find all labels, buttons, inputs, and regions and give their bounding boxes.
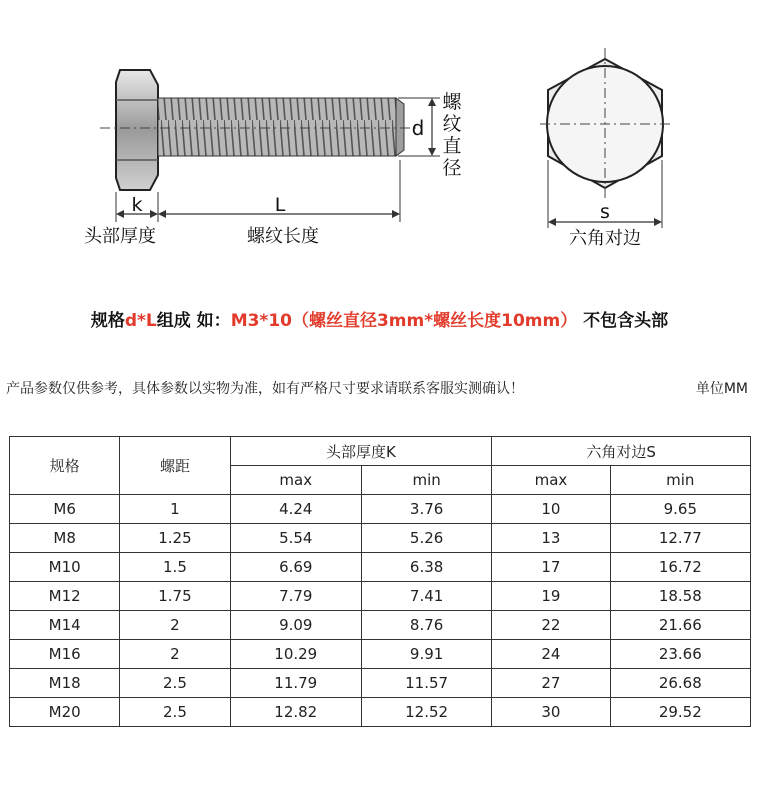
label-L: L xyxy=(274,194,286,216)
header-head-k: 头部厚度K xyxy=(230,437,492,466)
table-row xyxy=(10,495,751,524)
label-thread-diameter xyxy=(442,91,462,179)
cell-spec: M10 xyxy=(10,553,120,582)
cell-k-max: 6.69 xyxy=(230,553,361,582)
cell-k-min: 12.52 xyxy=(361,698,491,727)
svg-text:直: 直 xyxy=(442,135,462,157)
cell-k-min: 3.76 xyxy=(361,495,491,524)
cell-pitch: 1 xyxy=(120,495,230,524)
table-row xyxy=(10,553,751,582)
cell-pitch: 2 xyxy=(120,640,230,669)
header-spec: 规格 xyxy=(10,437,120,495)
label-s: s xyxy=(600,201,610,223)
spec-table xyxy=(9,436,751,727)
disclaimer-text: 产品参数仅供参考，具体参数以实物为准，如有严格尺寸要求请联系客服实测确认！ xyxy=(6,381,524,397)
table-row xyxy=(10,669,751,698)
cell-s-max: 10 xyxy=(492,495,610,524)
table-row xyxy=(10,524,751,553)
cell-spec: M18 xyxy=(10,669,120,698)
bolt-side-view xyxy=(100,70,420,190)
cell-spec: M8 xyxy=(10,524,120,553)
cell-s-max: 22 xyxy=(492,611,610,640)
label-hex-across: 六角对边 xyxy=(569,228,641,249)
cell-s-max: 13 xyxy=(492,524,610,553)
cell-k-max: 11.79 xyxy=(230,669,361,698)
cell-pitch: 1.25 xyxy=(120,524,230,553)
label-d: d xyxy=(411,116,425,140)
label-head-thickness: 头部厚度 xyxy=(84,226,156,247)
spec-suffix: 不包含头部 xyxy=(583,311,669,331)
table-row xyxy=(10,611,751,640)
cell-k-min: 6.38 xyxy=(361,553,491,582)
spec-explanation xyxy=(0,306,759,331)
cell-s-min: 26.68 xyxy=(610,669,750,698)
cell-k-min: 5.26 xyxy=(361,524,491,553)
cell-k-max: 9.09 xyxy=(230,611,361,640)
cell-s-min: 16.72 xyxy=(610,553,750,582)
label-thread-length: 螺纹长度 xyxy=(247,226,319,247)
cell-s-min: 21.66 xyxy=(610,611,750,640)
cell-spec: M20 xyxy=(10,698,120,727)
svg-text:纹: 纹 xyxy=(442,113,462,135)
table-row xyxy=(10,582,751,611)
svg-text:螺: 螺 xyxy=(442,91,462,113)
cell-pitch: 1.75 xyxy=(120,582,230,611)
cell-k-min: 9.91 xyxy=(361,640,491,669)
cell-k-max: 4.24 xyxy=(230,495,361,524)
cell-k-max: 5.54 xyxy=(230,524,361,553)
cell-k-max: 12.82 xyxy=(230,698,361,727)
header-k-max: max xyxy=(230,466,361,495)
cell-pitch: 2.5 xyxy=(120,669,230,698)
cell-spec: M6 xyxy=(10,495,120,524)
cell-pitch: 2 xyxy=(120,611,230,640)
spec-example: M3*10（螺丝直径3mm*螺丝长度10mm） xyxy=(230,311,578,331)
cell-k-max: 7.79 xyxy=(230,582,361,611)
table-row xyxy=(10,640,751,669)
cell-s-max: 24 xyxy=(492,640,610,669)
header-pitch: 螺距 xyxy=(120,437,230,495)
cell-s-min: 18.58 xyxy=(610,582,750,611)
cell-k-min: 8.76 xyxy=(361,611,491,640)
hex-top-view xyxy=(540,48,672,198)
cell-k-min: 11.57 xyxy=(361,669,491,698)
cell-spec: M16 xyxy=(10,640,120,669)
bolt-diagram xyxy=(0,0,759,270)
header-hex-s: 六角对边S xyxy=(492,437,751,466)
table-row xyxy=(10,698,751,727)
cell-s-max: 17 xyxy=(492,553,610,582)
spec-prefix: 规格 xyxy=(90,311,125,331)
header-s-max: max xyxy=(492,466,610,495)
svg-text:径: 径 xyxy=(442,157,462,179)
header-s-min: min xyxy=(610,466,750,495)
cell-spec: M14 xyxy=(10,611,120,640)
cell-k-min: 7.41 xyxy=(361,582,491,611)
cell-s-min: 29.52 xyxy=(610,698,750,727)
cell-s-min: 12.77 xyxy=(610,524,750,553)
cell-s-max: 19 xyxy=(492,582,610,611)
cell-s-min: 9.65 xyxy=(610,495,750,524)
label-k: k xyxy=(131,194,143,216)
cell-s-max: 27 xyxy=(492,669,610,698)
cell-pitch: 1.5 xyxy=(120,553,230,582)
unit-label: 单位MM xyxy=(695,381,748,397)
disclaimer xyxy=(6,378,754,398)
header-k-min: min xyxy=(361,466,491,495)
cell-s-max: 30 xyxy=(492,698,610,727)
cell-spec: M12 xyxy=(10,582,120,611)
spec-formula: d*L xyxy=(124,311,157,331)
cell-pitch: 2.5 xyxy=(120,698,230,727)
cell-k-max: 10.29 xyxy=(230,640,361,669)
spec-middle: 组成 如： xyxy=(156,311,231,331)
cell-s-min: 23.66 xyxy=(610,640,750,669)
